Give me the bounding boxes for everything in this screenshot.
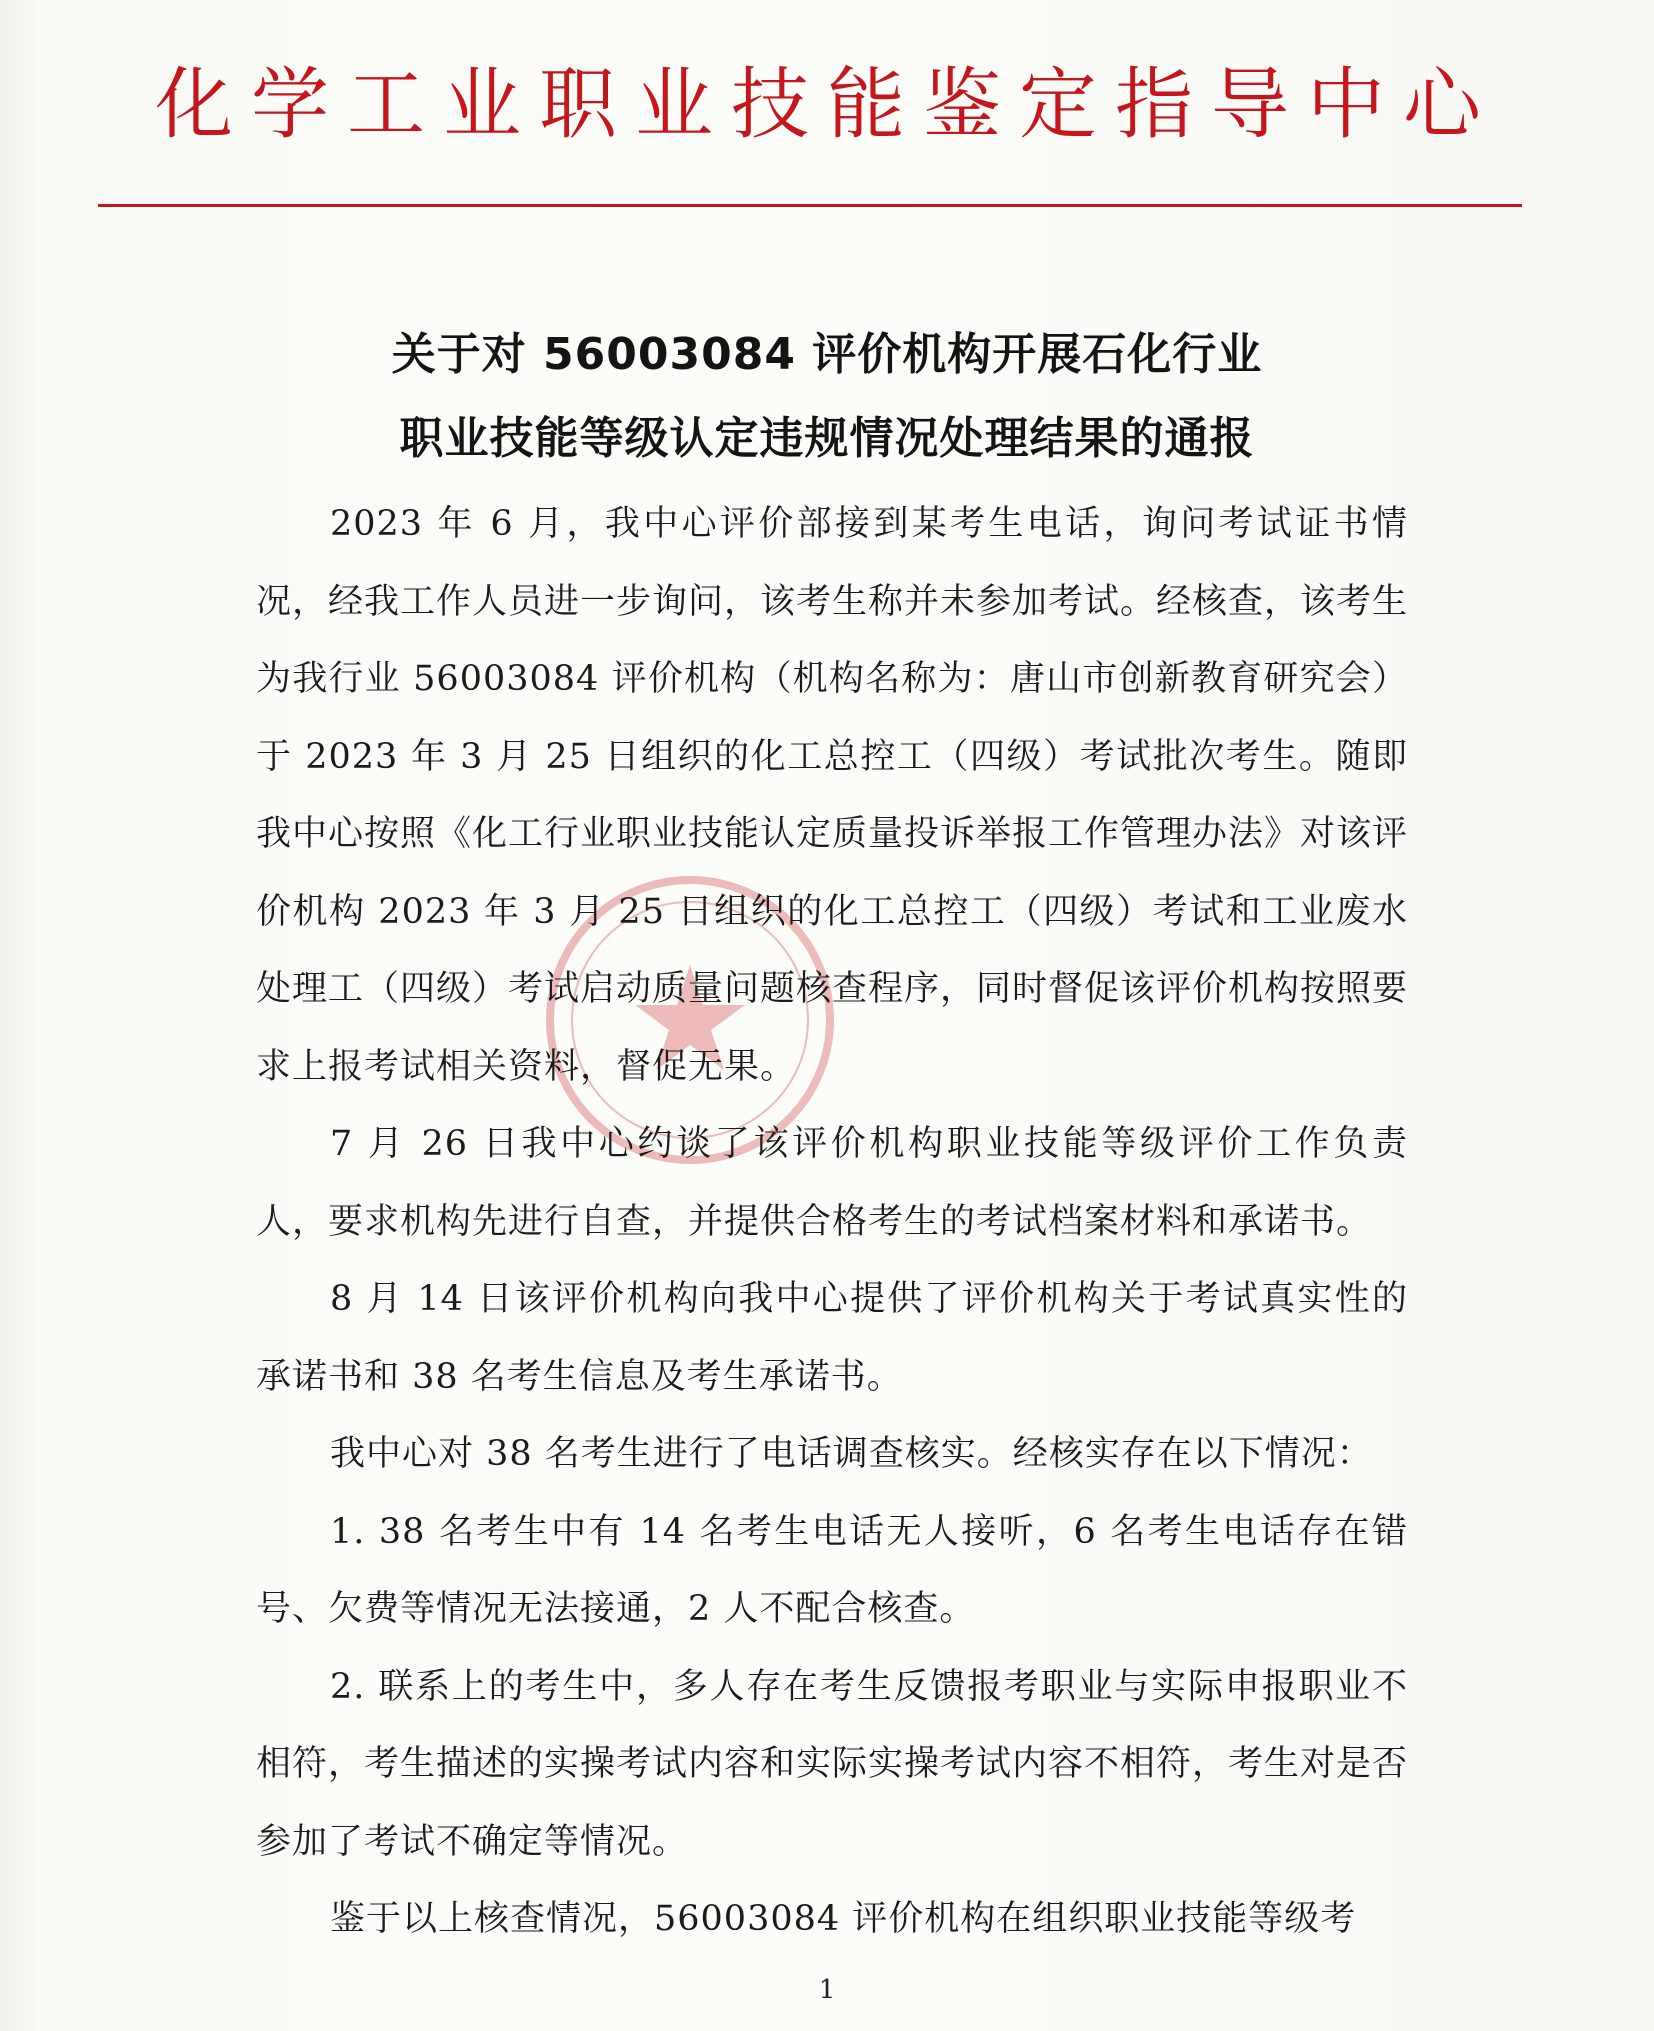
body-paragraph-7: 鉴于以上核查情况，56003084 评价机构在组织职业技能等级考 bbox=[330, 1899, 1357, 1939]
letterhead-org-name: 化学工业职业技能鉴定指导中心 bbox=[154, 60, 1499, 150]
body-paragraph-4: 我中心对 38 名考生进行了电话调查核实。经核实存在以下情况： bbox=[330, 1434, 1373, 1474]
body-paragraph-1: 2023 年 6 月，我中心评价部接到某考生电话，询问考试证书情况，经我工作人员进一步询问，该考生称并未参加考试。经核查，该考生为我行业 56003084 评价机构（机构名称为：唐山市创新教育研究会）于 2023 年 3 月 25 日组织的化工总控工（四级）考试批次考生。随即我中心按照《化工行业职业技能认定质量投诉举报工作管理办法》对该评价机构 2023 年 3 月 25 日组织的化工总控工（四级）考试和工业废水处理工（四级）考试启动质量问题核查程序，同时督促该评价机构按照要求上报考试相关资料，督促无果。 bbox=[256, 504, 1409, 1087]
page-number: 1 bbox=[818, 1975, 836, 2005]
body-paragraph-3: 8 月 14 日该评价机构向我中心提供了评价机构关于考试真实性的承诺书和 38 名考生信息及考生承诺书。 bbox=[256, 1279, 1408, 1397]
letterhead-red-rule bbox=[98, 204, 1522, 207]
body-paragraph-2: 7 月 26 日我中心约谈了该评价机构职业技能等级评价工作负责人，要求机构先进行自查，并提供合格考生的考试档案材料和承诺书。 bbox=[256, 1124, 1408, 1242]
body-paragraph-5: 1. 38 名考生中有 14 名考生电话无人接听，6 名考生电话存在错号、欠费等情况无法接通，2 人不配合核查。 bbox=[256, 1511, 1408, 1629]
notice-title-line-2: 职业技能等级认定违规情况处理结果的通报 bbox=[399, 413, 1255, 464]
notice-body bbox=[256, 486, 1408, 1959]
body-paragraph-6: 2. 联系上的考生中，多人存在考生反馈报考职业与实际申报职业不相符，考生描述的实操考试内容和实际实操考试内容不相符，考生对是否参加了考试不确定等情况。 bbox=[256, 1666, 1409, 1862]
notice-title-line-1: 关于对 56003084 评价机构开展石化行业 bbox=[391, 329, 1263, 380]
